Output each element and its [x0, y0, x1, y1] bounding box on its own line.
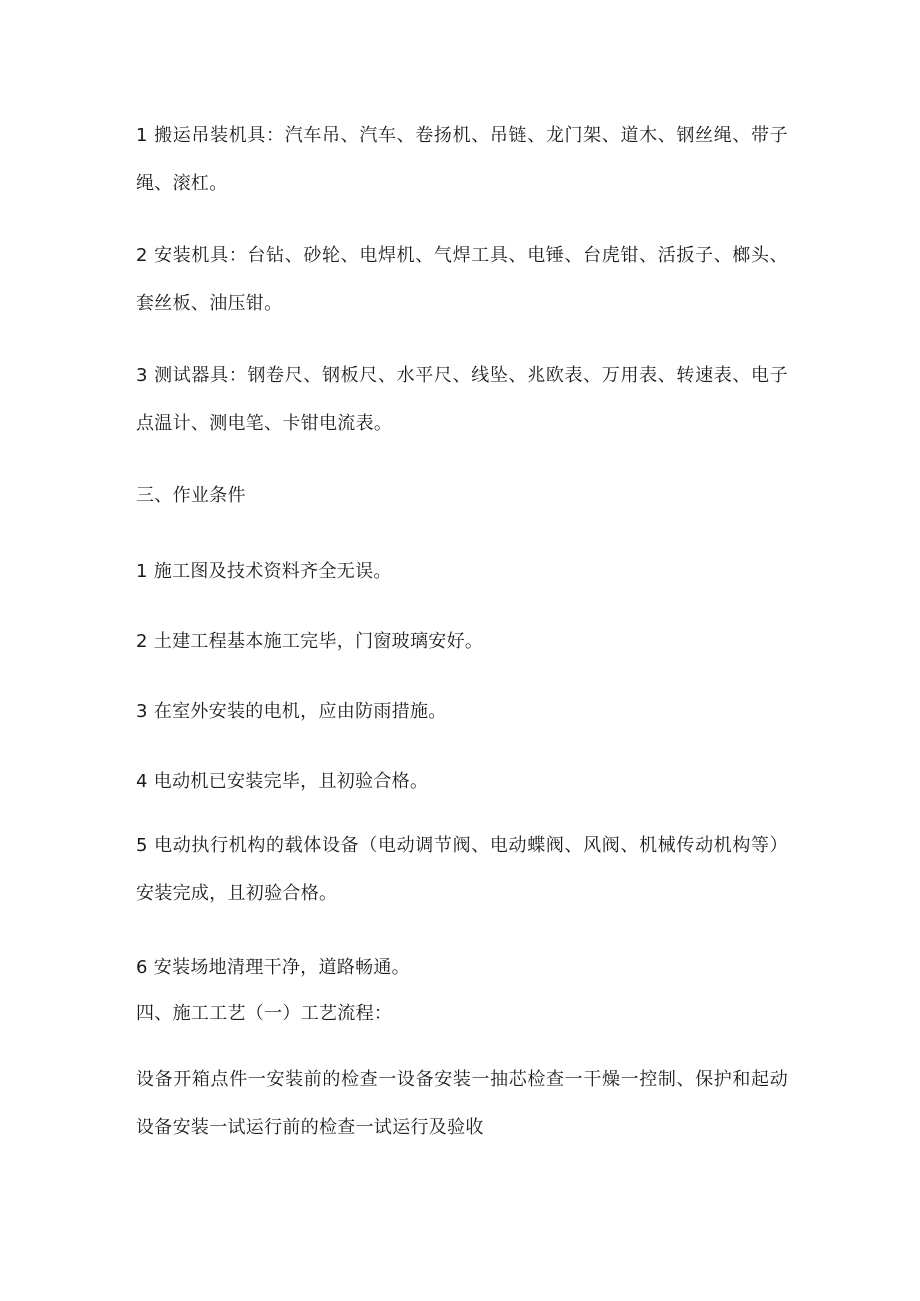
section-heading-work-conditions: 三、作业条件	[136, 485, 246, 506]
condition-item-6: 6 安装场地清理干净，道路畅通。	[136, 957, 410, 978]
condition-item-1: 1 施工图及技术资料齐全无误。	[136, 561, 392, 582]
condition-item-2: 2 土建工程基本施工完毕，门窗玻璃安好。	[136, 631, 484, 652]
paragraph-lifting-tools: 1 搬运吊装机具：汽车吊、汽车、卷扬机、吊链、龙门架、道木、钢丝绳、带子绳、滚杠。	[136, 125, 788, 194]
condition-item-4: 4 电动机已安装完毕，且初验合格。	[136, 771, 429, 792]
condition-item-3: 3 在室外安装的电机，应由防雨措施。	[136, 701, 447, 722]
section-heading-construction-process: 四、施工工艺（一）工艺流程：	[136, 1003, 393, 1024]
paragraph-testing-instruments: 3 测试器具：钢卷尺、钢板尺、水平尺、线坠、兆欧表、万用表、转速表、电子点温计、测电笔、卡钳电流表。	[136, 365, 788, 434]
condition-item-5: 5 电动执行机构的载体设备（电动调节阀、电动蝶阀、风阀、机械传动机构等）安装完成，且初验合格。	[136, 835, 788, 904]
process-flow-text: 设备开箱点件一安装前的检查一设备安装一抽芯检查一干燥一控制、保护和起动设备安装一试运行前的检查一试运行及验收	[136, 1069, 788, 1138]
paragraph-installation-tools: 2 安装机具：台钻、砂轮、电焊机、气焊工具、电锤、台虎钳、活扳子、榔头、套丝板、油压钳。	[136, 245, 788, 314]
